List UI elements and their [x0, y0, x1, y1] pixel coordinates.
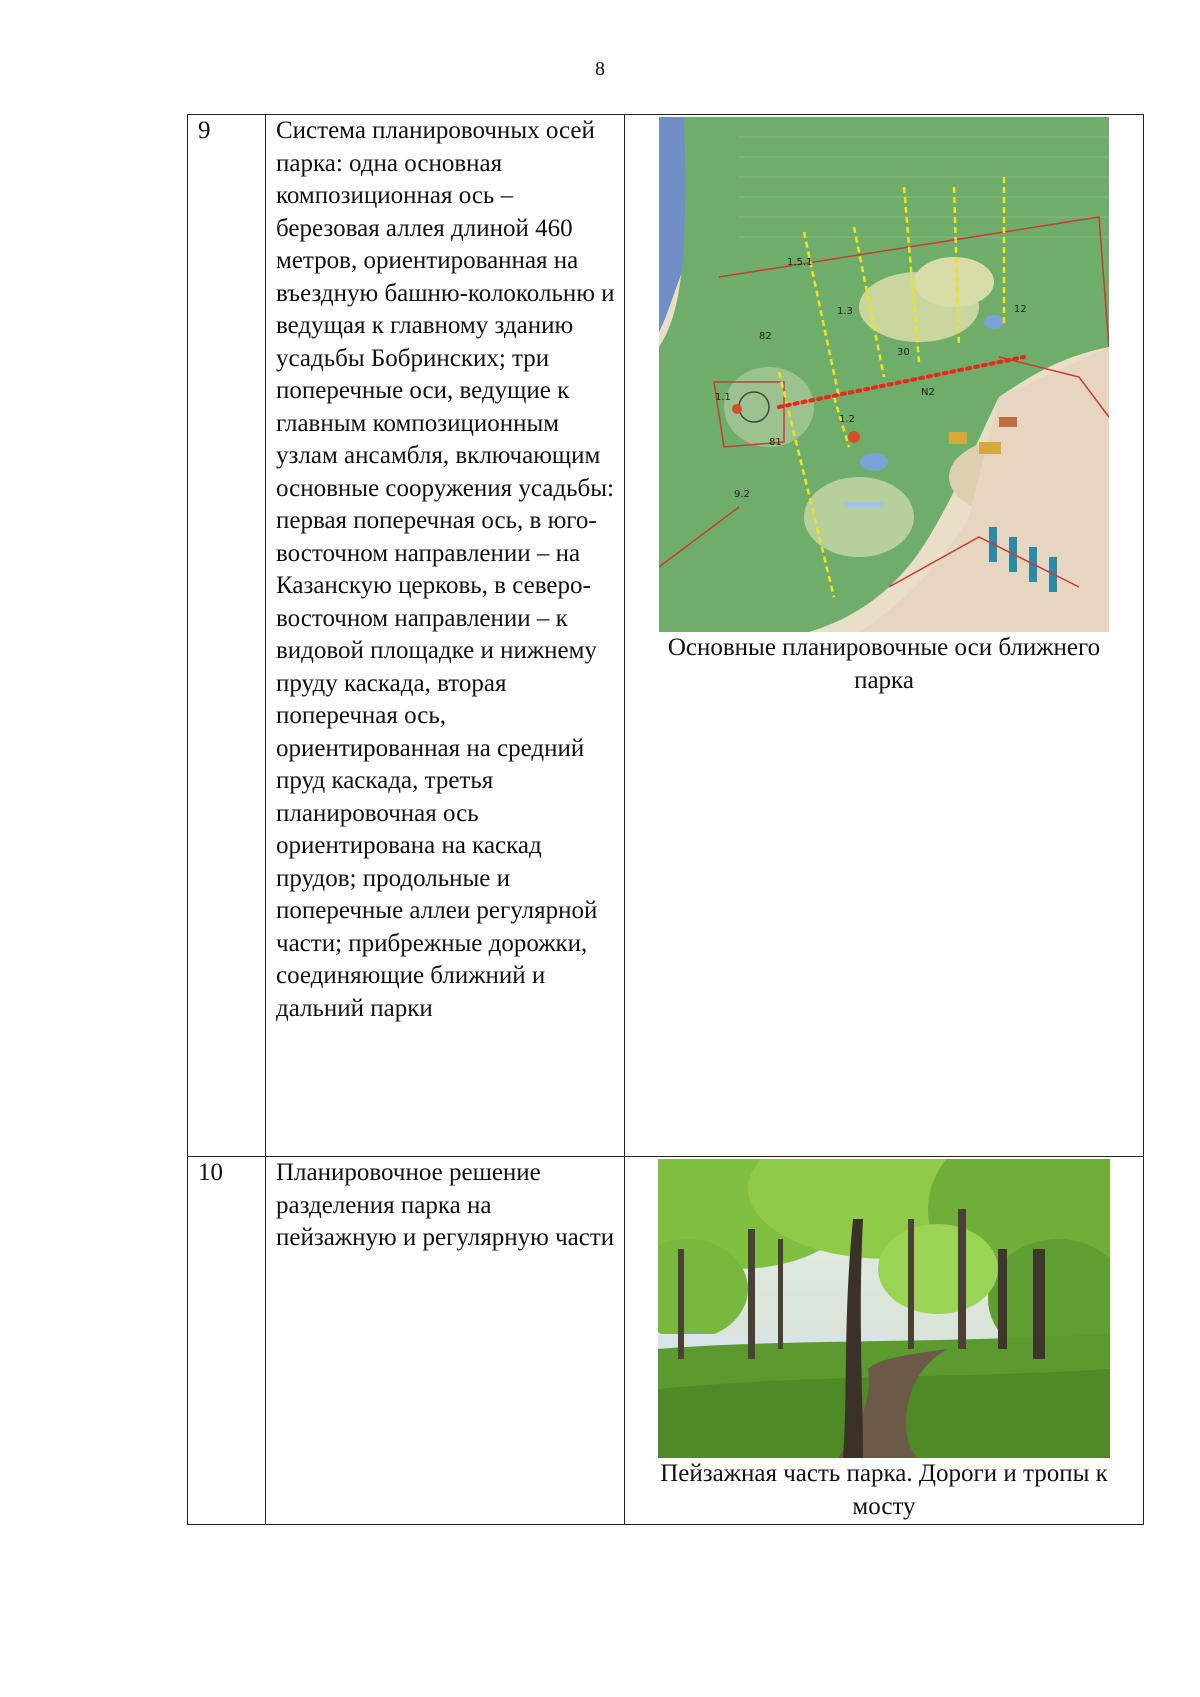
content-table	[187, 114, 1144, 1525]
figure-cell	[625, 1157, 1144, 1525]
park-photo	[658, 1159, 1110, 1458]
row-number: 9	[188, 115, 266, 1157]
map-label: 1.3	[837, 306, 853, 317]
table-row	[188, 1157, 1144, 1525]
figure-caption: Основные планировочные оси ближнего парка	[667, 634, 1101, 694]
row-number: 10	[188, 1157, 266, 1525]
map-label: 81	[769, 437, 782, 448]
page-number: 8	[595, 58, 605, 80]
description-text: Планировочное решение разделения парка на пейзажную и регулярную части	[276, 1159, 615, 1251]
figure-caption: Пейзажная часть парка. Дороги и тропы к мосту	[660, 1460, 1108, 1520]
map-label: 1.5.1	[787, 257, 813, 268]
row-description	[266, 115, 625, 1157]
description-text: Система планировочных осей парка: одна основная композиционная ось – березовая аллея длиной 460 метров, ориентированная на въездную башню-колокольню и ведущая к главному зданию усадьбы Бобринских; три поперечные оси, ведущие к главным композиционным узлам ансамбля, включающим основные сооружения усадьбы: первая поперечная ось, в юго-восточном направлении – на Казанскую церковь, в северо-восточном направлении – к видовой площадке и нижнему пруду каскада, вторая поперечная ось, ориентированная на средний пруд каскада, третья планировочная ось ориентирована на каскад прудов; продольные и поперечные аллеи регулярной части; прибрежные дорожки, соединяющие ближний и дальний парки	[276, 117, 615, 1022]
map-label: N2	[921, 387, 935, 398]
map-label: 1.1	[715, 392, 731, 403]
table-row	[188, 115, 1144, 1157]
map-label: 9.2	[734, 489, 750, 500]
map-label: 82	[759, 331, 772, 342]
map-label: 12	[1014, 304, 1027, 315]
row-description	[266, 1157, 625, 1525]
map-label: 1.2	[839, 414, 855, 425]
figure-cell	[625, 115, 1144, 1157]
park-plan-map	[659, 117, 1109, 632]
map-label: 30	[897, 347, 910, 358]
